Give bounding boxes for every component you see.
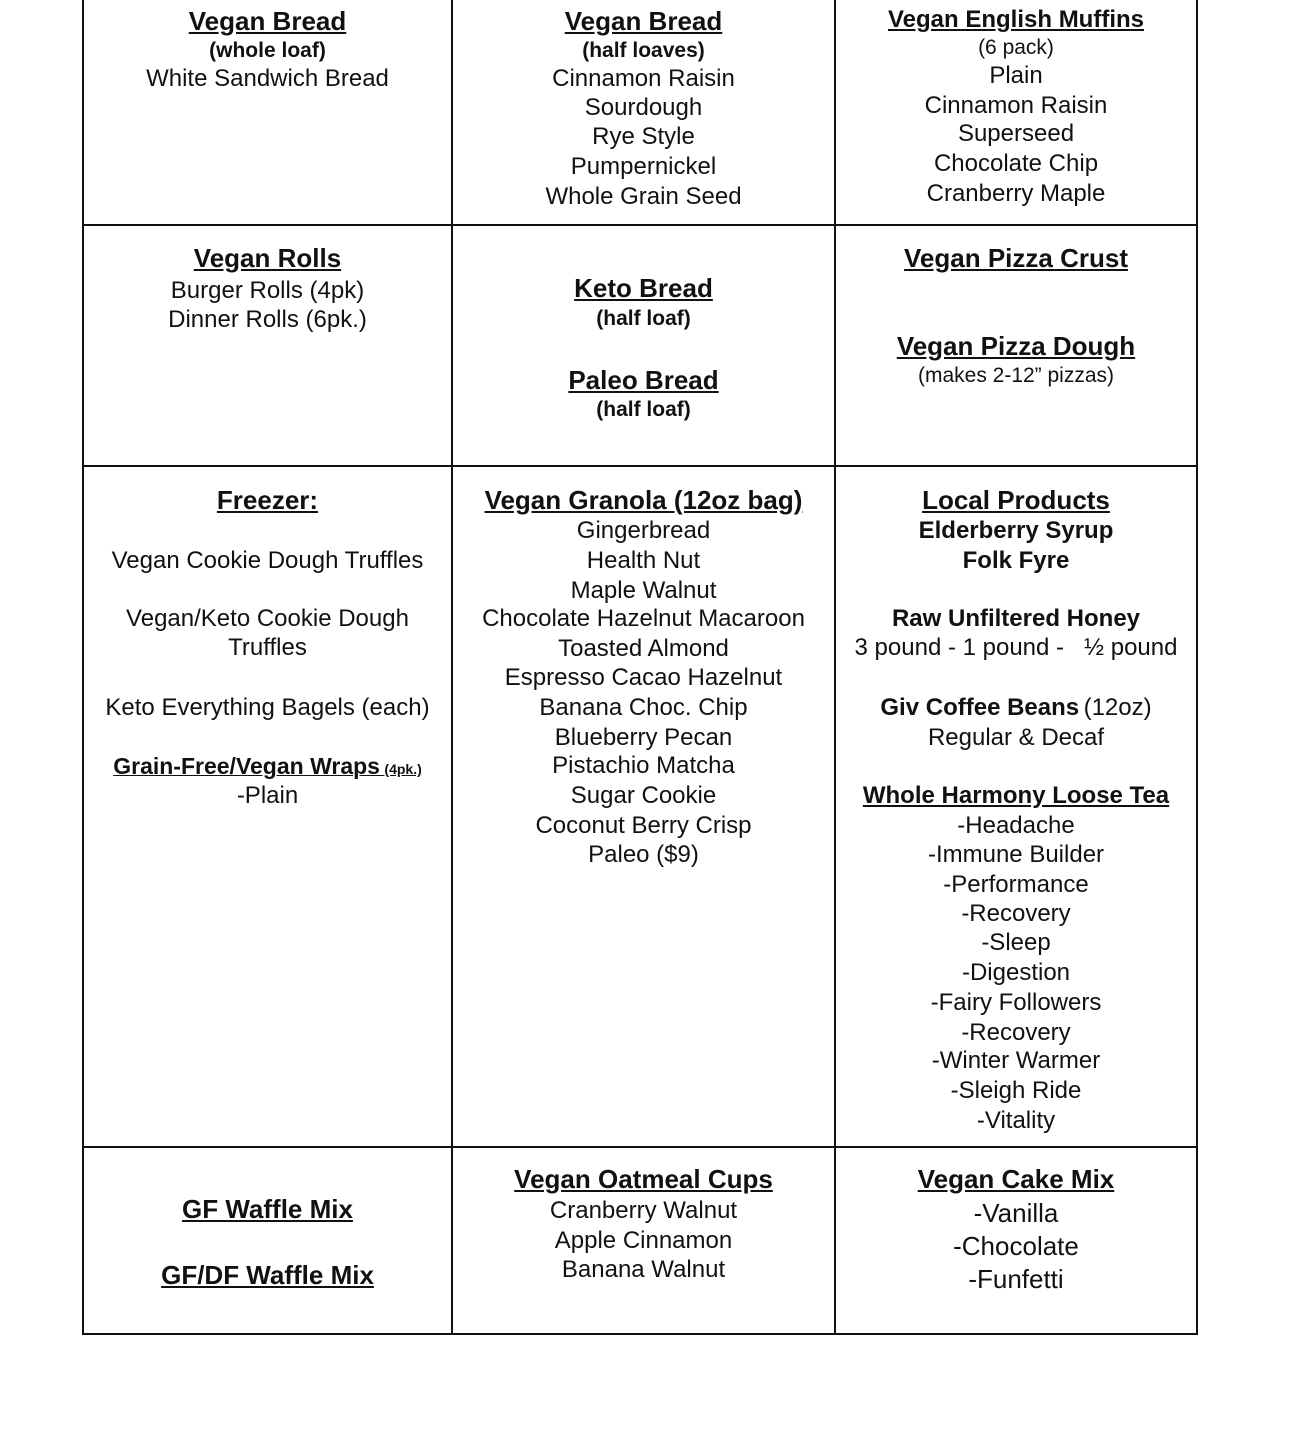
cell-pizza [835, 225, 1197, 466]
cell-english-muffins [835, 0, 1197, 225]
list-item: Banana Walnut [561, 1256, 726, 1283]
cell-waffle-mix [83, 1147, 452, 1334]
list-item: -Chocolate [953, 1231, 1079, 1261]
wraps-heading [84, 753, 451, 780]
list-item: -Fairy Followers [930, 989, 1102, 1016]
list-item: White Sandwich Bread [146, 65, 389, 92]
table-row [83, 225, 1197, 466]
table-row [83, 466, 1197, 1147]
cell-oatmeal-cups [452, 1147, 835, 1334]
elderberry-syrup: Elderberry Syrup [918, 517, 1114, 544]
list-item: Blueberry Pecan [554, 724, 733, 751]
list-item: Cranberry Maple [926, 180, 1106, 207]
coffee-size: (12oz) [1083, 694, 1152, 721]
list-item: Truffles [228, 634, 307, 661]
list-item: -Recovery [961, 900, 1071, 927]
list-item: Superseed [957, 120, 1075, 147]
list-item: Pistachio Matcha [552, 752, 735, 779]
list-item: Vegan/Keto Cookie Dough [126, 605, 409, 632]
list-item: Rye Style [592, 123, 695, 150]
list-item: -Recovery [961, 1019, 1071, 1046]
cell-title: Vegan Bread [188, 6, 347, 36]
list-item: -Performance [943, 871, 1089, 898]
list-item: Paleo ($9) [588, 841, 699, 868]
list-item: Cinnamon Raisin [552, 65, 735, 92]
pizza-dough-title: Vegan Pizza Dough [896, 331, 1136, 361]
list-item: -Headache [957, 812, 1075, 839]
list-item: Chocolate Hazelnut Macaroon [482, 605, 805, 632]
cell-subtitle: (6 pack) [978, 36, 1054, 59]
table-row [83, 1147, 1197, 1334]
list-item: -Winter Warmer [931, 1047, 1101, 1074]
table-row [83, 0, 1197, 225]
cell-title: Local Products [922, 485, 1110, 515]
list-item: Toasted Almond [558, 635, 729, 662]
cell-keto-paleo-bread [452, 225, 835, 466]
list-item: -Funfetti [968, 1264, 1064, 1294]
pizza-crust-title: Vegan Pizza Crust [904, 243, 1128, 273]
cell-vegan-bread-half [452, 0, 835, 225]
list-item: -Plain [236, 782, 299, 809]
gf-waffle-mix: GF Waffle Mix [182, 1194, 353, 1224]
cell-title: Vegan Bread [564, 6, 723, 36]
cell-title: Vegan Cake Mix [917, 1164, 1115, 1194]
cell-title: Vegan English Muffins [887, 6, 1145, 33]
list-item: Keto Everything Bagels (each) [105, 694, 430, 721]
coffee-heading [836, 694, 1196, 722]
list-item: Gingerbread [576, 517, 711, 544]
list-item: Health Nut [586, 547, 701, 574]
cell-local-products [835, 466, 1197, 1147]
list-item: Pumpernickel [570, 153, 717, 180]
tea-title: Whole Harmony Loose Tea [862, 782, 1170, 809]
gf-df-waffle-mix: GF/DF Waffle Mix [161, 1260, 374, 1290]
paleo-bread-title: Paleo Bread [568, 365, 719, 395]
list-item: -Immune Builder [927, 841, 1105, 868]
cell-subtitle: (whole loaf) [209, 39, 326, 62]
list-item: -Digestion [961, 959, 1071, 986]
list-item: -Sleep [981, 929, 1051, 956]
list-item: Maple Walnut [570, 577, 717, 604]
list-item: Cinnamon Raisin [924, 92, 1108, 119]
cell-granola [452, 466, 835, 1147]
paleo-bread-subtitle: (half loaf) [596, 398, 691, 421]
list-item: Sourdough [584, 94, 703, 121]
coffee-title: Giv Coffee Beans [880, 694, 1080, 721]
list-item: Coconut Berry Crisp [535, 812, 752, 839]
cell-vegan-rolls [83, 225, 452, 466]
list-item: Apple Cinnamon [554, 1227, 733, 1254]
product-menu-table [82, 0, 1198, 1335]
list-item: Burger Rolls (4pk) [170, 277, 365, 304]
honey-title: Raw Unfiltered Honey [891, 605, 1141, 632]
honey-sizes: 3 pound - 1 pound - ½ pound [854, 634, 1178, 661]
pizza-dough-subtitle: (makes 2-12” pizzas) [917, 364, 1115, 387]
keto-bread-title: Keto Bread [574, 273, 713, 303]
coffee-types: Regular & Decaf [927, 724, 1105, 751]
keto-bread-subtitle: (half loaf) [596, 307, 691, 330]
cell-freezer [83, 466, 452, 1147]
list-item: -Vanilla [973, 1198, 1059, 1228]
list-item: Banana Choc. Chip [539, 694, 748, 721]
cell-title: Vegan Oatmeal Cups [514, 1164, 773, 1194]
cell-cake-mix [835, 1147, 1197, 1334]
cell-vegan-bread-whole [83, 0, 452, 225]
folk-fyre: Folk Fyre [962, 547, 1070, 574]
list-item: Dinner Rolls (6pk.) [168, 306, 367, 333]
wraps-note: (4pk.) [384, 761, 422, 777]
cell-title: Freezer: [216, 485, 319, 515]
list-item: -Vitality [976, 1107, 1056, 1134]
list-item: Sugar Cookie [570, 782, 717, 809]
list-item: Espresso Cacao Hazelnut [504, 664, 783, 691]
cell-subtitle: (half loaves) [582, 39, 705, 62]
list-item: Plain [989, 62, 1043, 89]
list-item: -Sleigh Ride [950, 1077, 1082, 1104]
list-item: Chocolate Chip [933, 150, 1099, 177]
list-item: Cranberry Walnut [549, 1197, 738, 1224]
cell-title: Vegan Rolls [193, 243, 342, 273]
cell-title: Vegan Granola (12oz bag) [484, 485, 803, 515]
wraps-title: Grain-Free/Vegan Wraps [113, 753, 380, 779]
list-item: Whole Grain Seed [545, 183, 742, 210]
list-item: Vegan Cookie Dough Truffles [111, 547, 424, 574]
